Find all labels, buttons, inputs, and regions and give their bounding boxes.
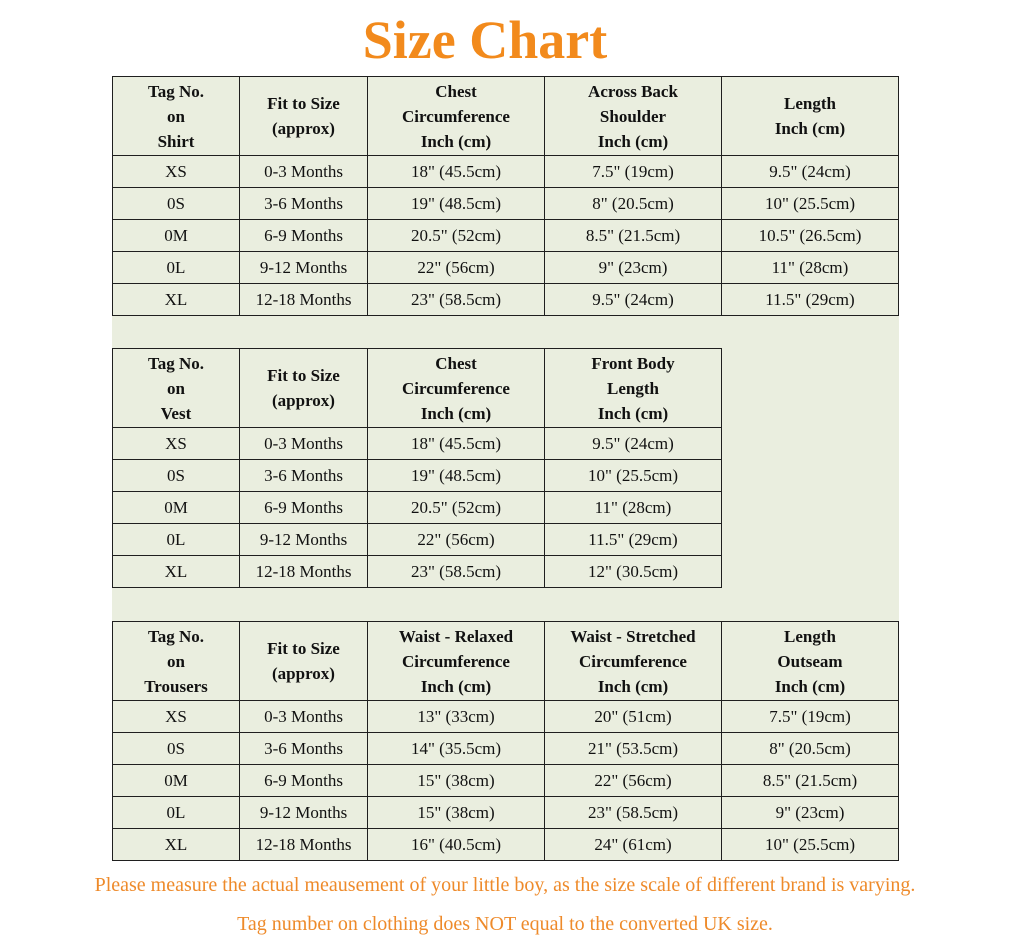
table-cell: 22" (56cm) <box>545 765 722 797</box>
table-cell: 12" (30.5cm) <box>545 556 722 588</box>
table-cell: 22" (56cm) <box>368 252 545 284</box>
table-cell: 15" (38cm) <box>368 765 545 797</box>
table-cell: 8" (20.5cm) <box>545 188 722 220</box>
tag-size-cell: XS <box>113 701 240 733</box>
header-line: Circumference <box>402 651 510 671</box>
table-row <box>113 733 899 765</box>
table-row <box>113 252 899 284</box>
header-line: Fit to Size <box>267 639 340 658</box>
header-line: Inch (cm) <box>774 676 846 696</box>
header-line: (approx) <box>272 119 335 138</box>
header-line: Trousers <box>144 676 208 696</box>
table-cell: 0-3 Months <box>240 428 368 460</box>
header-line: Shirt <box>157 131 195 151</box>
tag-size-cell: XL <box>113 829 240 861</box>
table-cell: 9-12 Months <box>240 524 368 556</box>
header-line: (approx) <box>272 664 335 683</box>
table-cell: 9.5" (24cm) <box>545 428 722 460</box>
header-line: Front Body <box>591 353 675 373</box>
table-row <box>113 284 899 316</box>
table-cell: 6-9 Months <box>240 765 368 797</box>
header-line: Waist - Relaxed <box>398 626 514 646</box>
table-cell: 15" (38cm) <box>368 797 545 829</box>
table-cell: 8.5" (21.5cm) <box>722 765 899 797</box>
column-header <box>368 77 545 156</box>
table-cell: 23" (58.5cm) <box>545 797 722 829</box>
header-line: Tag No. <box>147 353 205 373</box>
tag-size-cell: 0L <box>113 524 240 556</box>
table-cell: 23" (58.5cm) <box>368 556 545 588</box>
table-cell: 9.5" (24cm) <box>545 284 722 316</box>
tag-size-cell: 0L <box>113 797 240 829</box>
tag-size-cell: 0S <box>113 188 240 220</box>
table-row <box>113 460 722 492</box>
header-line: Length <box>784 94 836 113</box>
column-header <box>113 77 240 156</box>
table-cell: 3-6 Months <box>240 460 368 492</box>
header-line: on <box>167 106 185 126</box>
table-row <box>113 765 899 797</box>
table-cell: 9" (23cm) <box>722 797 899 829</box>
table-cell: 8.5" (21.5cm) <box>545 220 722 252</box>
table-cell: 9-12 Months <box>240 797 368 829</box>
header-row <box>113 349 722 428</box>
trousers-size-table <box>112 621 899 861</box>
table-cell: 0-3 Months <box>240 701 368 733</box>
table-cell: 19" (48.5cm) <box>368 188 545 220</box>
table-cell: 23" (58.5cm) <box>368 284 545 316</box>
table-cell: 22" (56cm) <box>368 524 545 556</box>
header-line: Outseam <box>777 651 843 671</box>
table-cell: 8" (20.5cm) <box>722 733 899 765</box>
header-line: Fit to Size <box>267 366 340 385</box>
header-line: Circumference <box>402 378 510 398</box>
header-line: Tag No. <box>147 626 205 646</box>
column-header <box>240 77 368 156</box>
header-line: Chest <box>435 353 477 373</box>
header-line: Inch (cm) <box>597 676 669 696</box>
column-header <box>722 77 899 156</box>
table-row <box>113 829 899 861</box>
table-row <box>113 156 899 188</box>
table-cell: 11.5" (29cm) <box>722 284 899 316</box>
header-line: Circumference <box>579 651 687 671</box>
tag-size-cell: 0M <box>113 492 240 524</box>
column-header <box>113 349 240 428</box>
column-header <box>545 77 722 156</box>
header-line: Shoulder <box>599 106 667 126</box>
header-line: Inch (cm) <box>774 119 846 138</box>
tag-size-cell: 0S <box>113 733 240 765</box>
header-line: on <box>167 378 185 398</box>
column-header <box>240 622 368 701</box>
tag-size-cell: 0L <box>113 252 240 284</box>
table-row <box>113 701 899 733</box>
column-header <box>113 622 240 701</box>
table-cell: 12-18 Months <box>240 284 368 316</box>
table-cell: 7.5" (19cm) <box>545 156 722 188</box>
tag-size-cell: XL <box>113 556 240 588</box>
header-line: Inch (cm) <box>420 676 492 696</box>
table-row <box>113 524 722 556</box>
table-cell: 11" (28cm) <box>722 252 899 284</box>
column-header <box>722 622 899 701</box>
table-row <box>113 188 899 220</box>
header-line: Vest <box>160 403 192 423</box>
table-cell: 10.5" (26.5cm) <box>722 220 899 252</box>
table-cell: 3-6 Months <box>240 188 368 220</box>
table-cell: 21" (53.5cm) <box>545 733 722 765</box>
column-header <box>545 349 722 428</box>
column-header <box>368 349 545 428</box>
measurement-note: Please measure the actual meausement of your little boy, as the size scale of different brand is varying. <box>94 874 916 896</box>
header-line: Inch (cm) <box>597 403 669 423</box>
table-cell: 19" (48.5cm) <box>368 460 545 492</box>
table-cell: 12-18 Months <box>240 556 368 588</box>
column-header <box>368 622 545 701</box>
table-cell: 16" (40.5cm) <box>368 829 545 861</box>
header-line: Length <box>607 378 659 398</box>
table-cell: 20.5" (52cm) <box>368 492 545 524</box>
table-cell: 20" (51cm) <box>545 701 722 733</box>
column-header <box>240 349 368 428</box>
page-title: Size Chart <box>362 10 608 70</box>
header-line: Fit to Size <box>267 94 340 113</box>
header-line: Inch (cm) <box>420 131 492 151</box>
table-cell: 11" (28cm) <box>545 492 722 524</box>
header-line: Circumference <box>402 106 510 126</box>
vest-size-table <box>112 348 722 588</box>
table-cell: 12-18 Months <box>240 829 368 861</box>
table-cell: 20.5" (52cm) <box>368 220 545 252</box>
tag-size-cell: XL <box>113 284 240 316</box>
header-line: Waist - Stretched <box>570 626 696 646</box>
header-line: Tag No. <box>147 81 205 101</box>
header-line: Length <box>784 626 836 646</box>
tag-size-cell: XS <box>113 428 240 460</box>
table-cell: 7.5" (19cm) <box>722 701 899 733</box>
column-header <box>545 622 722 701</box>
shirt-size-table <box>112 76 899 316</box>
header-line: on <box>167 651 185 671</box>
table-cell: 24" (61cm) <box>545 829 722 861</box>
table-cell: 6-9 Months <box>240 492 368 524</box>
table-row <box>113 492 722 524</box>
table-cell: 18" (45.5cm) <box>368 428 545 460</box>
tag-size-cell: XS <box>113 156 240 188</box>
header-line: Chest <box>435 81 477 101</box>
table-cell: 18" (45.5cm) <box>368 156 545 188</box>
table-row <box>113 797 899 829</box>
table-cell: 9.5" (24cm) <box>722 156 899 188</box>
header-line: Inch (cm) <box>420 403 492 423</box>
tag-number-note: Tag number on clothing does NOT equal to the converted UK size. <box>237 913 773 935</box>
table-row <box>113 220 899 252</box>
table-cell: 10" (25.5cm) <box>722 188 899 220</box>
tag-size-cell: 0M <box>113 220 240 252</box>
table-cell: 9" (23cm) <box>545 252 722 284</box>
tag-size-cell: 0M <box>113 765 240 797</box>
table-cell: 11.5" (29cm) <box>545 524 722 556</box>
table-cell: 6-9 Months <box>240 220 368 252</box>
table-cell: 10" (25.5cm) <box>722 829 899 861</box>
table-row <box>113 556 722 588</box>
header-line: (approx) <box>272 391 335 410</box>
header-line: Across Back <box>588 81 678 101</box>
tag-size-cell: 0S <box>113 460 240 492</box>
table-row <box>113 428 722 460</box>
table-cell: 10" (25.5cm) <box>545 460 722 492</box>
table-cell: 3-6 Months <box>240 733 368 765</box>
header-line: Inch (cm) <box>597 131 669 151</box>
table-cell: 13" (33cm) <box>368 701 545 733</box>
table-cell: 9-12 Months <box>240 252 368 284</box>
table-cell: 0-3 Months <box>240 156 368 188</box>
header-row <box>113 622 899 701</box>
header-row <box>113 77 899 156</box>
table-cell: 14" (35.5cm) <box>368 733 545 765</box>
